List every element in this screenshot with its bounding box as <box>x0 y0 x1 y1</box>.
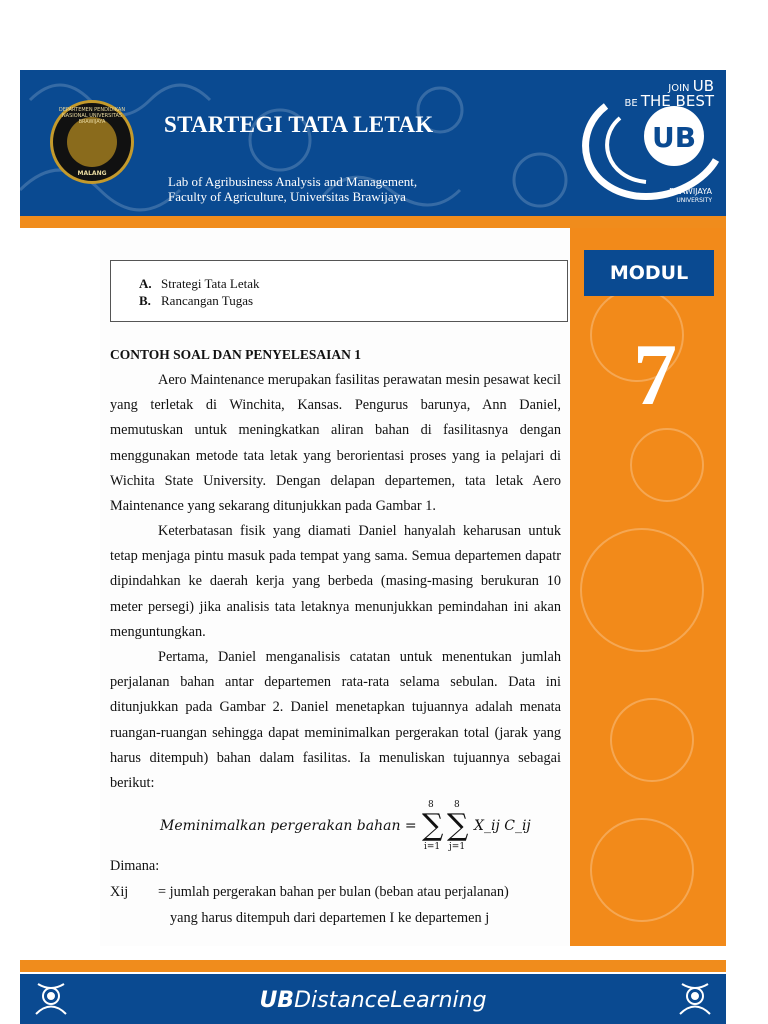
sum-lower-j: j=1 <box>449 842 466 852</box>
header-orange-band <box>20 216 726 228</box>
outline-letter: A. <box>139 276 152 291</box>
sum-lower-i: i=1 <box>424 842 441 852</box>
join-ub-text: UB <box>692 77 714 95</box>
dimana-label: Dimana: <box>110 858 160 874</box>
outline-text: Strategi Tata Letak <box>161 276 260 291</box>
sum-upper-j: 8 <box>454 800 460 810</box>
brawijaya-text: BRAWIJAYA <box>669 187 712 196</box>
outline-text: Rancangan Tugas <box>161 293 254 308</box>
footer-brand-ub: UB <box>259 988 295 1013</box>
modul-label: MODUL <box>584 250 714 296</box>
footer-brand-rest: DistanceLearning <box>294 988 487 1013</box>
subtitle-line-2: Faculty of Agriculture, Universitas Brawijaya <box>168 189 406 204</box>
sigma-i-icon: ∑ <box>422 808 444 843</box>
join-text: JOIN <box>668 83 690 94</box>
formula-rhs: X_ij C_ij <box>474 818 531 834</box>
footer-banner <box>20 974 726 1024</box>
footer-brand <box>20 988 726 1013</box>
university-text: UNIVERSITY <box>676 197 712 204</box>
the-best-text: THE BEST <box>640 92 714 110</box>
modul-number: 7 <box>633 327 677 424</box>
be-text: BE <box>624 98 638 109</box>
outline-item <box>139 275 259 292</box>
sigma-j-icon: ∑ <box>447 808 469 843</box>
header-subtitle <box>168 174 417 204</box>
ub-logo-text: UB <box>651 121 697 154</box>
xij-definition: = jumlah pergerakan bahan per bulan (beban atau perjalanan) <box>158 884 509 900</box>
paragraph-3: Pertama, Daniel menganalisis catatan untuk menentukan jumlah perjalanan bahan antar departemen rata-rata selama sebulan. Data ini ditunjukkan pada Gambar 2. Daniel menetapkan tujuannya adalah menata ruangan-ruangan sehingga dapat meminimalkan pergerakan total (jarak yang harus ditempuh) bahan dalam fasilitas. Ia menuliskan tujuannya sebagai berikut: <box>110 649 561 792</box>
brawijaya-label <box>669 188 712 205</box>
outline-letter: B. <box>139 293 151 308</box>
formula-lhs: Meminimalkan pergerakan bahan = <box>160 818 417 834</box>
university-seal-icon <box>50 100 134 184</box>
seal-top-text: DEPARTEMEN PENDIDIKAN NASIONAL UNIVERSITAS BRAWIJAYA <box>58 107 126 125</box>
join-ub-tagline <box>624 77 714 110</box>
subtitle-line-1: Lab of Agribusiness Analysis and Management, <box>168 174 418 189</box>
paragraph-1: Aero Maintenance merupakan fasilitas perawatan mesin pesawat kecil yang terletak di Winchita, Kansas. Pengurus barunya, Ann Daniel, memutuskan untuk meningkatkan aliran bahan di fasilitasnya dengan menggunakan metode tata letak yang berorientasi proses yang ia pelajari di Wichita State University. Dengan delapan departemen, tata letak Aero Maintenance yang sekarang ditunjukkan pada Gambar 1. <box>110 372 561 515</box>
paragraph-2: Keterbatasan fisik yang diamati Daniel hanyalah keharusan untuk tetap menjaga pintu masuk pada tempat yang sama. Semua departemen dapatr dipindahkan ke daerah kerja yang berbeda (masing-masing berukuran 10 meter persegi) jika analisis tata letaknya menunjukkan pemindahan ini akan menguntungkan. <box>110 523 561 640</box>
ornament-right-icon <box>670 974 720 1024</box>
xij-definition-continued: yang harus ditempuh dari departemen I ke departemen j <box>170 910 490 926</box>
outline-item <box>139 292 259 309</box>
section-heading: CONTOH SOAL DAN PENYELESAIAN 1 <box>110 347 362 362</box>
seal-bottom-text: MALANG <box>77 170 107 177</box>
header-banner <box>20 70 726 216</box>
footer-orange-band <box>20 960 726 972</box>
objective-formula <box>160 800 560 852</box>
xij-label: Xij <box>110 884 129 900</box>
module-outline-box <box>110 260 568 322</box>
sum-upper-i: 8 <box>428 800 434 810</box>
page-title: STARTEGI TATA LETAK <box>164 112 434 137</box>
